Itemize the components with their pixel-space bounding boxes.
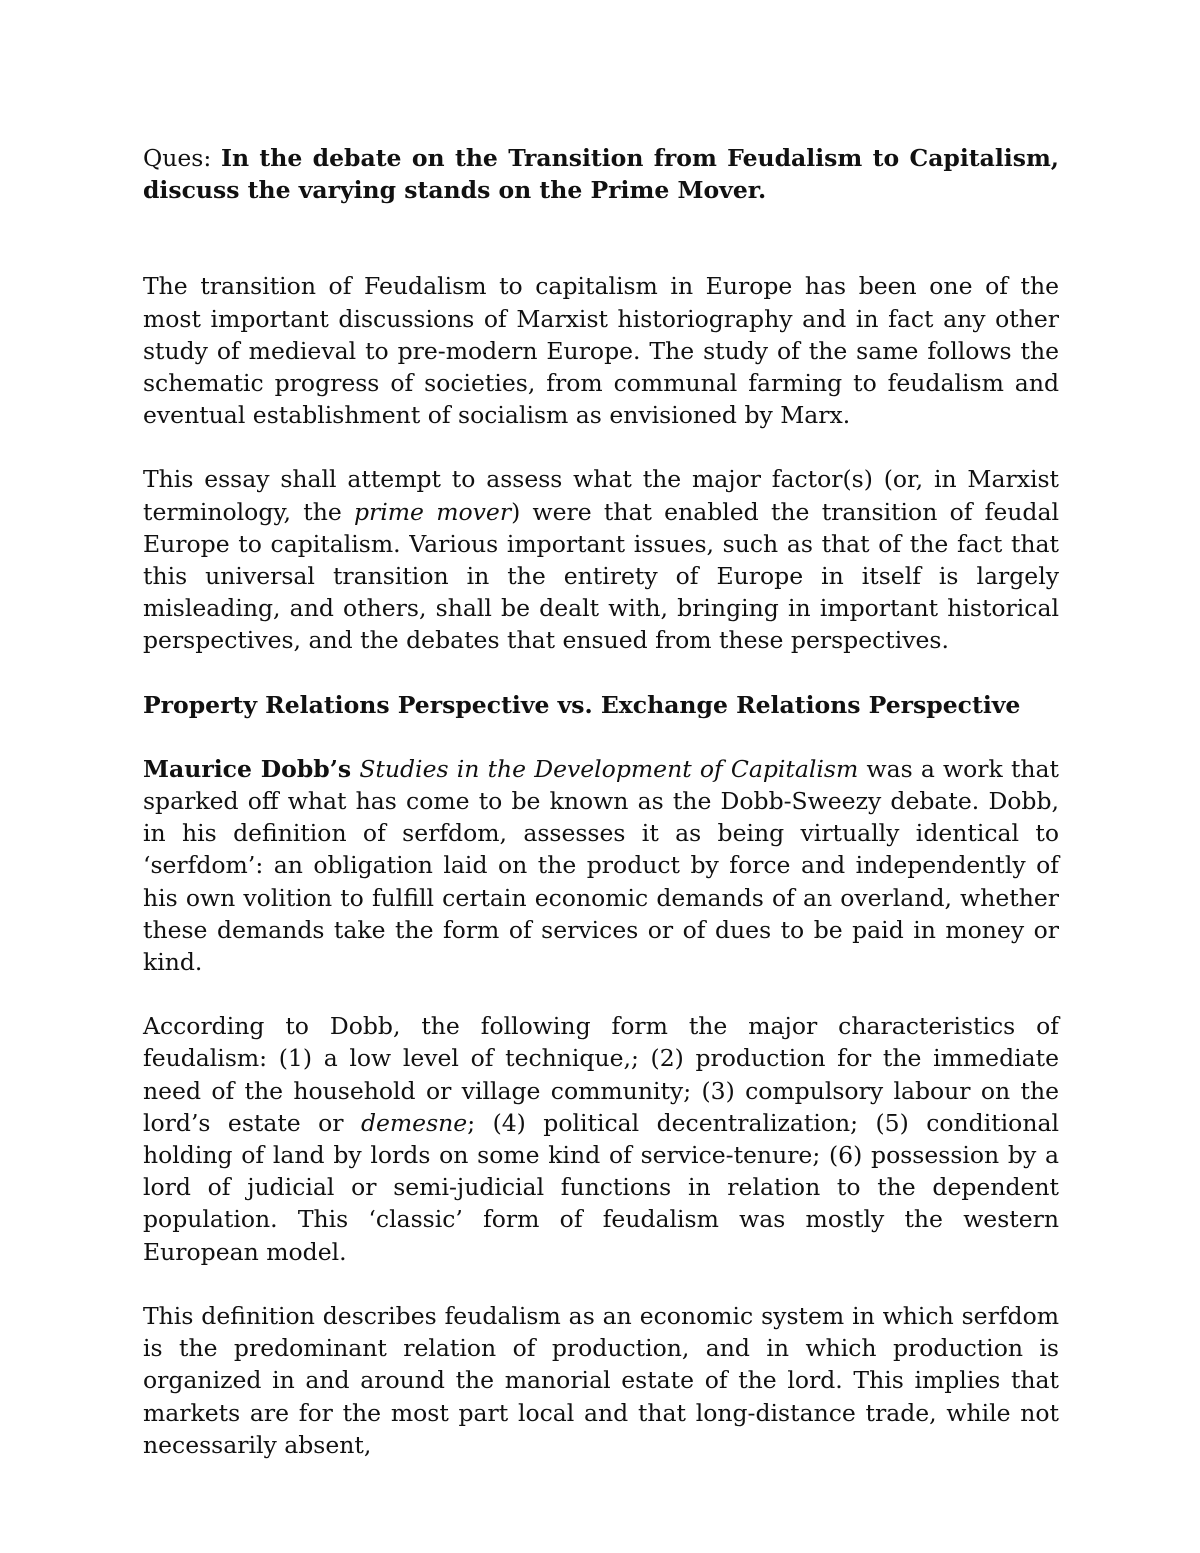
essay-paragraph	[143, 463, 1059, 656]
section-heading: Property Relations Perspective vs. Exchange Relations Perspective	[143, 690, 1021, 719]
dobb-paragraph	[143, 753, 1059, 978]
question	[143, 142, 1059, 206]
intro-paragraph: The transition of Feudalism to capitalism in Europe has been one of the most important discussions of Marxist historiography and in fact any other study of medieval to pre-modern Europe. The study of the same follows the schematic progress of societies, from communal farming to feudalism and eventual establishment of socialism as envisioned by Marx.	[143, 272, 1059, 430]
document-page	[143, 142, 1059, 1461]
characteristics-text-b: ; (4) political decentralization; (5) conditional holding of land by lords on some kind of service-tenure; (6) possession by a lord of judicial or semi-judicial functions in relation to the dependent population. This ‘classic’ form of feudalism was mostly the western European model.	[143, 1108, 1059, 1266]
definition-paragraph: This definition describes feudalism as an economic system in which serfdom is the predominant relation of production, and in which production is organized in and around the manorial estate of the lord. This implies that markets are for the most part local and that long-distance trade, while not necessarily absent,	[143, 1301, 1059, 1459]
dobb-book-title: Studies in the Development of Capitalism	[359, 754, 859, 783]
essay-text-a: This essay shall attempt to assess what the major factor(s) (or, in Marxist terminology, the	[143, 465, 1059, 526]
demesne-term: demesne	[360, 1108, 468, 1137]
characteristics-text-a: According to Dobb, the following form the major characteristics of feudalism: (1) a low level of technique,; (2) production for the immediate need of the household or village community; (3) compulsory labour on the lord’s estate or	[143, 1012, 1059, 1137]
question-text: In the debate on the Transition from Feudalism to Capitalism, discuss the varying stands on the Prime Mover.	[143, 144, 1059, 205]
prime-mover-term: prime mover	[353, 497, 512, 526]
dobb-text: was a work that sparked off what has come to be known as the Dobb-Sweezy debate. Dobb, in his definition of serfdom, assesses it as being virtually identical to ‘serfdom’: an obligation laid on the product by force and independently of his own volition to fulfill certain economic demands of an overland, whether these demands take the form of services or of dues to be paid in money or kind.	[143, 754, 1059, 977]
essay-text-b: ) were that enabled the transition of feudal Europe to capitalism. Various important issues, such as that of the fact that this universal transition in the entirety of Europe in itself is largely misleading, and others, shall be dealt with, bringing in important historical perspectives, and the debates that ensued from these perspectives.	[143, 497, 1059, 655]
characteristics-paragraph	[143, 1010, 1059, 1268]
question-prefix: Ques:	[143, 144, 221, 172]
dobb-author: Maurice Dobb’s	[143, 754, 352, 783]
